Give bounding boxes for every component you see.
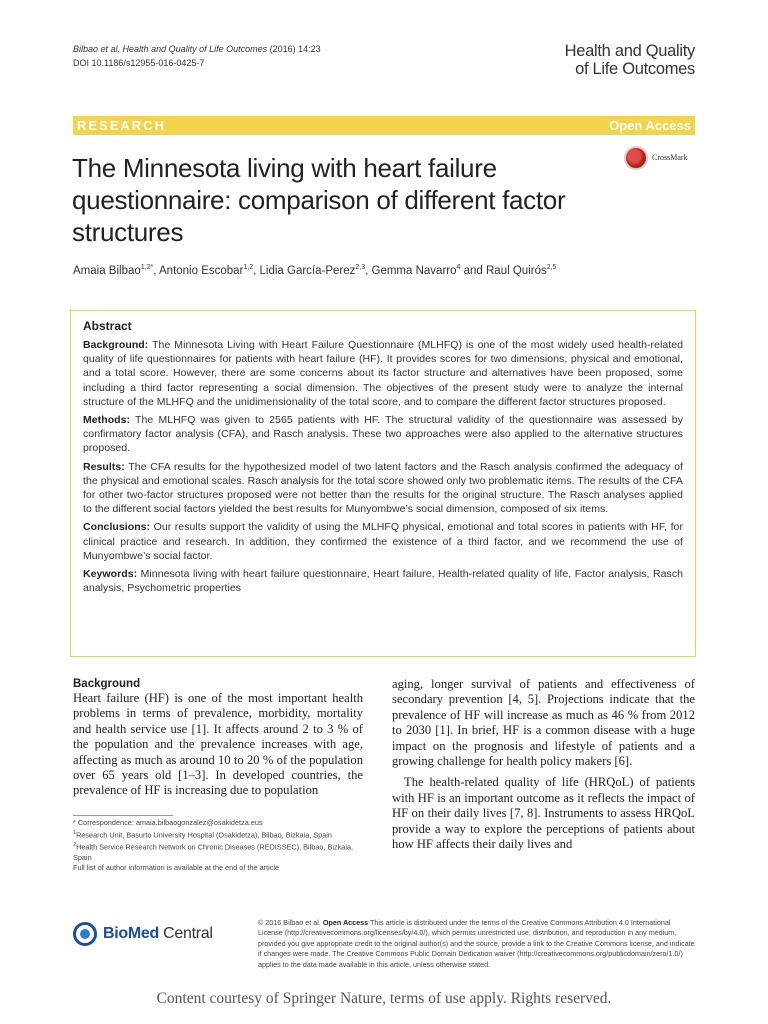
abstract-results-label: Results: [83, 460, 125, 473]
journal-line1: Health and Quality [564, 42, 695, 60]
open-access-label: Open Access [609, 118, 691, 133]
author-name[interactable]: Raul Quirós [486, 264, 547, 277]
body-paragraph: Heart failure (HF) is one of the most important health problems in terms of prevalence, morbidity, mortality and health service use [1]. It affects around 2 to 3 % of the population and the prevalence increases with age, affecting as much as around 10 to 20 % of the population over 65 years old [1–3]. In developed countries, the prevalence of HF is increasing due to population [73, 691, 363, 798]
citation-journal: Health and Quality of Life Outcomes [122, 44, 268, 54]
abstract-background [83, 338, 683, 409]
author-info-note: Full list of author information is available at the end of the article [73, 862, 280, 872]
author-name[interactable]: Lidia García-Perez [259, 264, 356, 277]
section-banner [73, 116, 695, 135]
body-column-left [73, 677, 363, 799]
article-title: The Minnesota living with heart failure questionnaire: comparison of different factor structures [72, 153, 566, 247]
section-heading-background: Background [73, 678, 141, 690]
abstract-conclusions [83, 520, 683, 563]
abstract-background-label: Background: [83, 339, 149, 351]
abstract-conclusions-text: Our results support the validity of using the MLHFQ physical, emotional and total scores in patients with HF, for clinical practice and research. In addition, they confirmed the existence of a third factor, and we recommend the use of Munyombwe’s social factor. [83, 521, 683, 562]
abstract-conclusions-label: Conclusions: [83, 521, 151, 534]
author-list: Amaia Bilbao$^{1,2*}$, Antonio Escobar$^{1,2}$, Lidia García-Perez$^{2,3}$, Gemma Navarro$^4$ and Raul Quirós$^{2,5}$ [73, 264, 557, 277]
author-affiliation: 1,2* [140, 264, 154, 271]
correspondence-note[interactable]: * Correspondence: amaia.bilbaogonzalez@osakidetza.eus [73, 818, 263, 827]
abstract-keywords [83, 567, 683, 595]
journal-logo [565, 42, 695, 78]
journal-line2: of Life Outcomes [575, 60, 695, 78]
author-name[interactable]: Antonio Escobar [159, 264, 244, 277]
body-paragraph: aging, longer survival of patients and effectiveness of secondary prevention [4, 5]. Projections indicate that the prevalence of HF will increase as much as 46 % from 2012 to 2030 [1]. In brief, HF is a common disease with a huge impact on the prognosis and lifestyle of patients and a growing challenge for health policy makers [6]. [392, 677, 695, 769]
author-affiliation: 1,2 [243, 264, 254, 271]
courtesy-watermark: Content courtesy of Springer Nature, terms of use apply. Rights reserved. [156, 990, 612, 1007]
author-affiliation: 2,5 [546, 264, 557, 271]
abstract-background-text: The Minnesota Living with Heart Failure Questionnaire (MLHFQ) is one of the most widely used health-related quality of life questionnaires for patients with heart failure (HF). It provides scores for two dimensions, physical and emotional, and a total score. However, there are some concerns about its factor structure and alternatives have been proposed, some including a third factor representing a social dimension. The objectives of the present study were to analyze the internal structure of the MLHFQ and the unidimensionality of the total score, and to compare the different factor structures proposed. [83, 339, 683, 408]
abstract-methods-text: The MLHFQ was given to 2565 patients with HF. The structural validity of the questionnaire was assessed by confirmatory factor analysis (CFA), and Rasch analysis. These two approaches were also applied to the alternative structures proposed. [83, 414, 683, 455]
affiliation-note: $^1$Research Unit, Basurto University Hospital (Osakidetza), Bilbao, Bizkaia, Spain [73, 830, 332, 840]
biomed-central-logo[interactable] [73, 920, 233, 950]
abstract-results [83, 460, 683, 517]
crossmark-badge[interactable] [624, 146, 700, 174]
crossmark-label: CrossMark [652, 153, 688, 162]
abstract-methods-label: Methods: [83, 414, 131, 427]
biomed-central-icon [73, 922, 97, 946]
biomed-central-name: BioMed Central [103, 925, 213, 942]
abstract-heading: Abstract [83, 319, 132, 333]
author-name[interactable]: Amaia Bilbao [73, 264, 141, 277]
citation-authors: Bilbao et al. [73, 44, 121, 54]
crossmark-icon [624, 146, 648, 170]
abstract-keywords-text: Minnesota living with heart failure questionnaire, Heart failure, Health-related quality of life, Factor analysis, Rasch analysis, Psychometric properties [83, 568, 684, 595]
doi[interactable]: DOI 10.1186/s12955-016-0425-7 [73, 58, 205, 68]
body-column-right [392, 677, 695, 852]
abstract-results-text: The CFA results for the hypothesized model of two latent factors and the Rasch analysis confirmed the adequacy of the physical and emotional scales. Rasch analysis for the total score showed only two problematic items. The results of the CFA for other two-factor structures proposed were not better than the results for the original structure. The Rasch analyses applied to the different social factors yielded the best results for Munyombwe’s social dimension, composed of six items. [83, 460, 683, 516]
abstract-keywords-label: Keywords: [83, 568, 138, 581]
citation-rest: (2016) 14:23 [267, 44, 321, 54]
author-name[interactable]: Gemma Navarro [371, 264, 457, 277]
author-affiliation: 4 [456, 264, 461, 271]
abstract-box [70, 310, 696, 657]
citation-header [73, 42, 321, 70]
footnotes [73, 818, 373, 873]
author-affiliation: 2,3 [355, 264, 366, 271]
affiliation-note: $^2$Health Service Research Network on Chronic Diseases (REDISSEC), Bilbao, Bizkaia, Spain [73, 842, 354, 862]
body-paragraph: The health-related quality of life (HRQoL) of patients with HF is an important outcome as it reflects the impact of HF on their daily lives [7, 8]. Instruments to assess HRQoL provide a way to explore the perceptions of patients about how HF affects their daily lives and [392, 775, 695, 852]
open-access-bold: Open Access [322, 918, 369, 927]
abstract-methods [83, 413, 683, 456]
footnote-divider [73, 815, 173, 816]
license-text: © 2016 Bilbao et al. Open Access This article is distributed under the terms of the Creative Commons Attribution 4.0 International License (http://creativecommons.org/licenses/by/4.0/), which permits unrestricted use, distribution, and reproduction in any medium, provided you give appropriate credit to the original author(s) and the source, provide a link to the Creative Commons license, and indicate if changes were made. The Creative Commons Public Domain Dedication waiver (http://creativecommons.org/publicdomain/zero/1.0/) applies to the data made available in this article, unless otherwise stated. [258, 918, 695, 969]
section-label: RESEARCH [77, 118, 166, 133]
